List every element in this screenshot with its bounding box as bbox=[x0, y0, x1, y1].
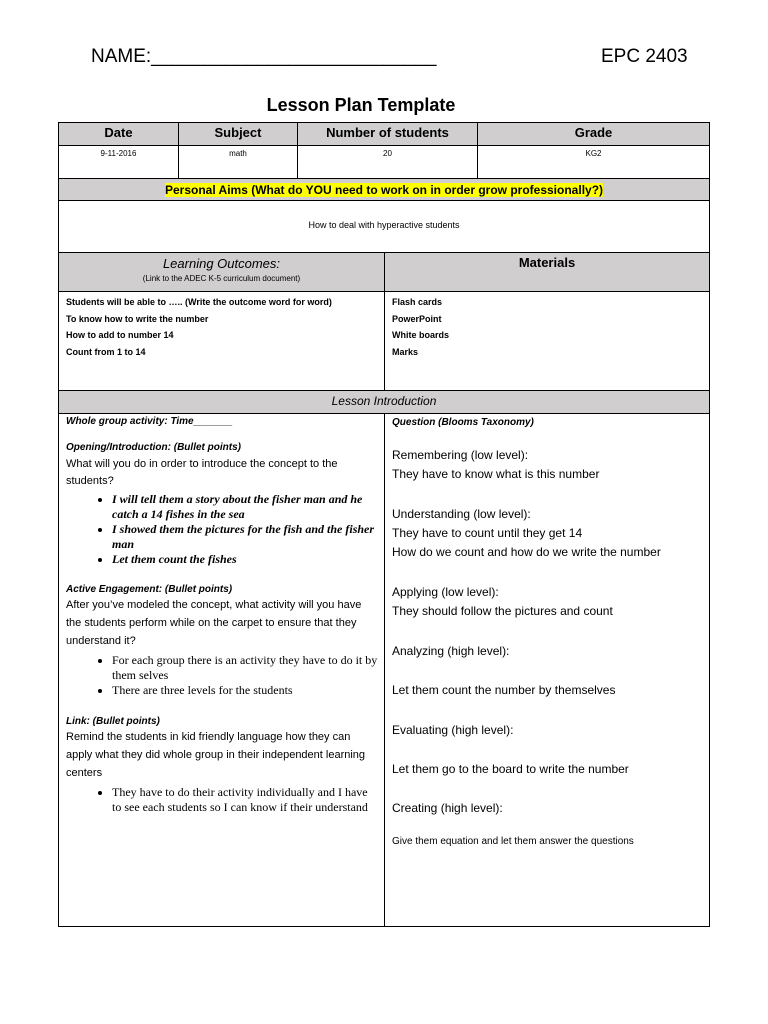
analyzing-answer: Let them count the number by themselves bbox=[392, 683, 616, 697]
whole-group-activity-label: Whole group activity: Time_______ bbox=[66, 416, 233, 427]
applying-label: Applying (low level): bbox=[392, 585, 499, 599]
document-title: Lesson Plan Template bbox=[266, 95, 456, 115]
outcome-line: To know how to write the number bbox=[66, 313, 209, 324]
date-header: Date bbox=[58, 122, 179, 146]
lesson-introduction-header: Lesson Introduction bbox=[58, 390, 710, 414]
outcome-line: Students will be able to ….. (Write the outcome word for word) bbox=[66, 297, 332, 307]
opening-question: What will you do in order to introduce the concept to the students? bbox=[66, 458, 338, 487]
question-heading bbox=[392, 417, 703, 428]
link-bullet: • They have to do their activity individually and I have to see each students so I can know if their understand bbox=[112, 785, 378, 815]
active-engagement-bullet: • For each group there is an activity they have to do it by them selves bbox=[112, 653, 378, 683]
lesson-activities-column bbox=[58, 413, 385, 927]
understanding-answer: How do we count and how do we write the number bbox=[392, 545, 661, 559]
grade-value: KG2 bbox=[477, 145, 710, 179]
opening-introduction-label: Opening/Introduction: (Bullet points) bbox=[66, 442, 241, 453]
blooms-taxonomy-column bbox=[384, 413, 710, 927]
active-engagement-question: After you’ve modeled the concept, what activity will you have the students perform while on the carpet to ensure that they understand it? bbox=[66, 599, 362, 647]
link-question: Remind the students in kid friendly language how they can apply what they did whole group in their independent learning centers bbox=[66, 731, 366, 779]
name-field-label: NAME:___________________________ bbox=[91, 46, 437, 67]
active-engagement-bullet: • There are three levels for the students bbox=[112, 683, 378, 698]
learning-outcomes-subtitle: (Link to the ADEC K-5 curriculum document) bbox=[142, 274, 301, 283]
material-item: White boards bbox=[392, 330, 450, 340]
personal-aims-value: How to deal with hyperactive students bbox=[58, 200, 710, 253]
evaluating-answer: Let them go to the board to write the number bbox=[392, 762, 629, 776]
applying-answer: They should follow the pictures and count bbox=[392, 604, 613, 618]
material-item: PowerPoint bbox=[392, 313, 442, 324]
learning-outcomes-title: Learning Outcomes: bbox=[162, 256, 281, 271]
analyzing-label: Analyzing (high level): bbox=[392, 644, 510, 658]
opening-bullet: • I showed them the pictures for the fish and the fisher man bbox=[112, 522, 378, 552]
learning-outcomes-header bbox=[58, 252, 385, 292]
students-count-header: Number of students bbox=[297, 122, 478, 146]
outcome-line: How to add to number 14 bbox=[66, 330, 174, 340]
understanding-label: Understanding (low level): bbox=[392, 507, 531, 521]
materials-header: Materials bbox=[384, 252, 710, 292]
personal-aims-label: Personal Aims (What do YOU need to work on in order grow professionally?) bbox=[164, 183, 604, 197]
creating-answer: Give them equation and let them answer the questions bbox=[392, 836, 634, 847]
evaluating-label: Evaluating (high level): bbox=[392, 723, 514, 737]
subject-header: Subject bbox=[178, 122, 298, 146]
active-engagement-label: Active Engagement: (Bullet points) bbox=[66, 584, 233, 595]
remembering-answer: They have to know what is this number bbox=[392, 467, 600, 481]
opening-bullet: • Let them count the fishes bbox=[112, 552, 378, 567]
students-count-value: 20 bbox=[297, 145, 478, 179]
date-value: 9-11-2016 bbox=[58, 145, 179, 179]
grade-header: Grade bbox=[477, 122, 710, 146]
personal-aims-header bbox=[58, 178, 710, 201]
subject-value: math bbox=[178, 145, 298, 179]
learning-outcomes-body bbox=[58, 291, 385, 391]
understanding-answer: They have to count until they get 14 bbox=[392, 526, 583, 540]
materials-body bbox=[384, 291, 710, 391]
link-label: Link: (Bullet points) bbox=[66, 716, 160, 727]
outcome-line: Count from 1 to 14 bbox=[66, 346, 146, 357]
remembering-label: Remembering (low level): bbox=[392, 448, 529, 462]
material-item: Marks bbox=[392, 346, 419, 357]
creating-label: Creating (high level): bbox=[392, 801, 503, 815]
opening-bullet: • I will tell them a story about the fisher man and he catch a 14 fishes in the sea bbox=[112, 492, 378, 522]
material-item: Flash cards bbox=[392, 297, 443, 307]
course-code: EPC 2403 bbox=[601, 46, 688, 67]
question-heading-main: Question bbox=[392, 417, 439, 428]
question-heading-paren: (Blooms Taxonomy) bbox=[438, 417, 534, 428]
